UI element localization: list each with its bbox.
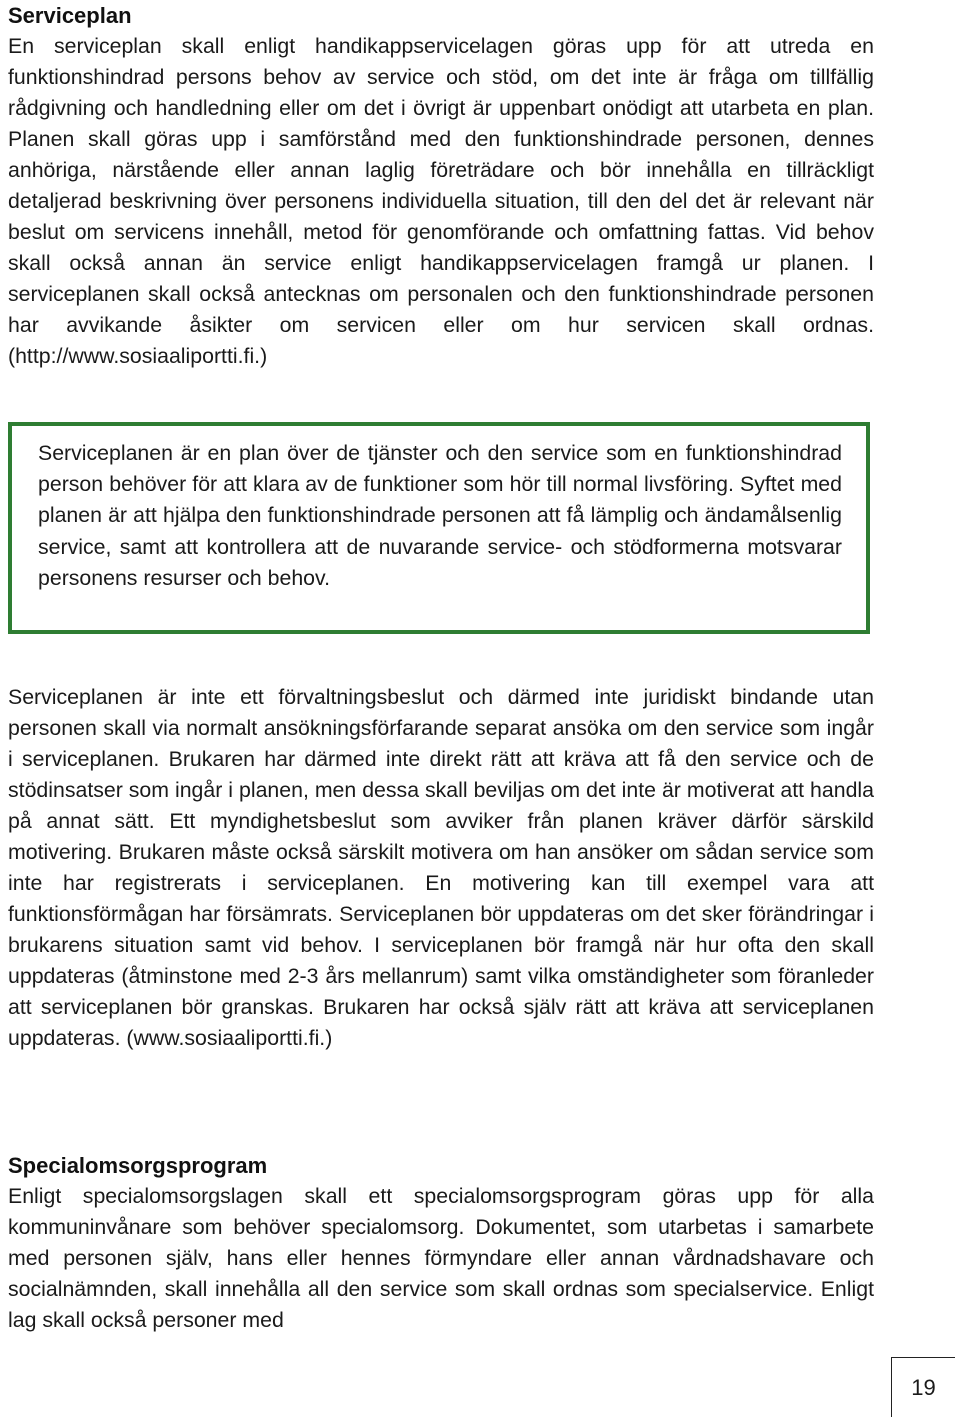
- section-heading-specialomsorgsprogram: Specialomsorgsprogram: [8, 1153, 268, 1178]
- section-serviceplan: [8, 0, 874, 372]
- paragraph-specialomsorgsprogram: Enligt specialomsorgslagen skall ett specialomsorgsprogram göras upp för alla kommuninvånare som behöver specialomsorg. Dokumentet, som utarbetas i samarbete med personen själv, hans eller hennes förmyndare eller annan vårdnadshavare och socialnämnden, skall innehålla all den service som skall ordnas som specialservice. Enligt lag skall också personer med: [8, 1184, 874, 1332]
- section-decision: [8, 682, 874, 1054]
- section-heading-serviceplan: Serviceplan: [8, 3, 132, 28]
- page-number-label: 19: [911, 1374, 936, 1400]
- highlight-box-text: Serviceplanen är en plan över de tjänster och den service som en funktionshindrad person behöver för att klara av de funktioner som hör till normal livsföring. Syftet med planen är att hjälpa den funktionshindrade personen att få lämplig och ändamålsenlig service, samt att kontrollera att de nuvarande service- och stödformerna motsvarar personens resurser och behov.: [38, 441, 842, 590]
- paragraph-serviceplan: En serviceplan skall enligt handikappservicelagen göras upp för att utreda en funktionshindrad persons behov av service och stöd, om det inte är fråga om tillfällig rådgivning och handledning eller om det i övrigt är uppenbart onödigt att utarbeta en plan. Planen skall göras upp i samförstånd med den funktionshindrade personen, dennes anhöriga, närstående eller annan laglig företrädare och bör innehålla en tillräckligt detaljerad beskrivning över personens individuella situation, till den del det är relevant när beslut om servicens innehåll, metod för genomförande och omfattning fattas. Vid behov skall också annan än service enligt handikappservicelagen framgå ur planen. I serviceplanen skall också antecknas om personalen och den funktionshindrade personen har avvikande åsikter om servicen eller om hur servicen skall ordnas. (http://www.sosiaaliportti.fi.): [8, 34, 874, 368]
- paragraph-decision: Serviceplanen är inte ett förvaltningsbeslut och därmed inte juridiskt bindande utan personen skall via normalt ansökningsförfarande separat ansöka om den service som ingår i serviceplanen. Brukaren har därmed inte direkt rätt att kräva att få den service och de stödinsatser som ingår i planen, men dessa skall beviljas om det inte är motiverat att handla på annat sätt. Ett myndighetsbeslut som avviker från planen kräver därför särskild motivering. Brukaren måste också särskilt motivera om han ansöker om sådan service som inte har registrerats i serviceplanen. En motivering kan till exempel vara att funktionsförmågan har försämrats. Serviceplanen bör uppdateras om det sker förändringar i brukarens situation samt vid behov. I serviceplanen bör framgå när hur ofta den skall uppdateras (åtminstone med 2-3 års mellanrum) samt vilka omständigheter som föranleder att serviceplanen bör granskas. Brukaren har också själv rätt att kräva att serviceplanen uppdateras. (www.sosiaaliportti.fi.): [8, 685, 874, 1050]
- highlight-box: [8, 422, 870, 634]
- page-number: [891, 1357, 955, 1417]
- section-specialomsorgsprogram: [8, 1150, 874, 1336]
